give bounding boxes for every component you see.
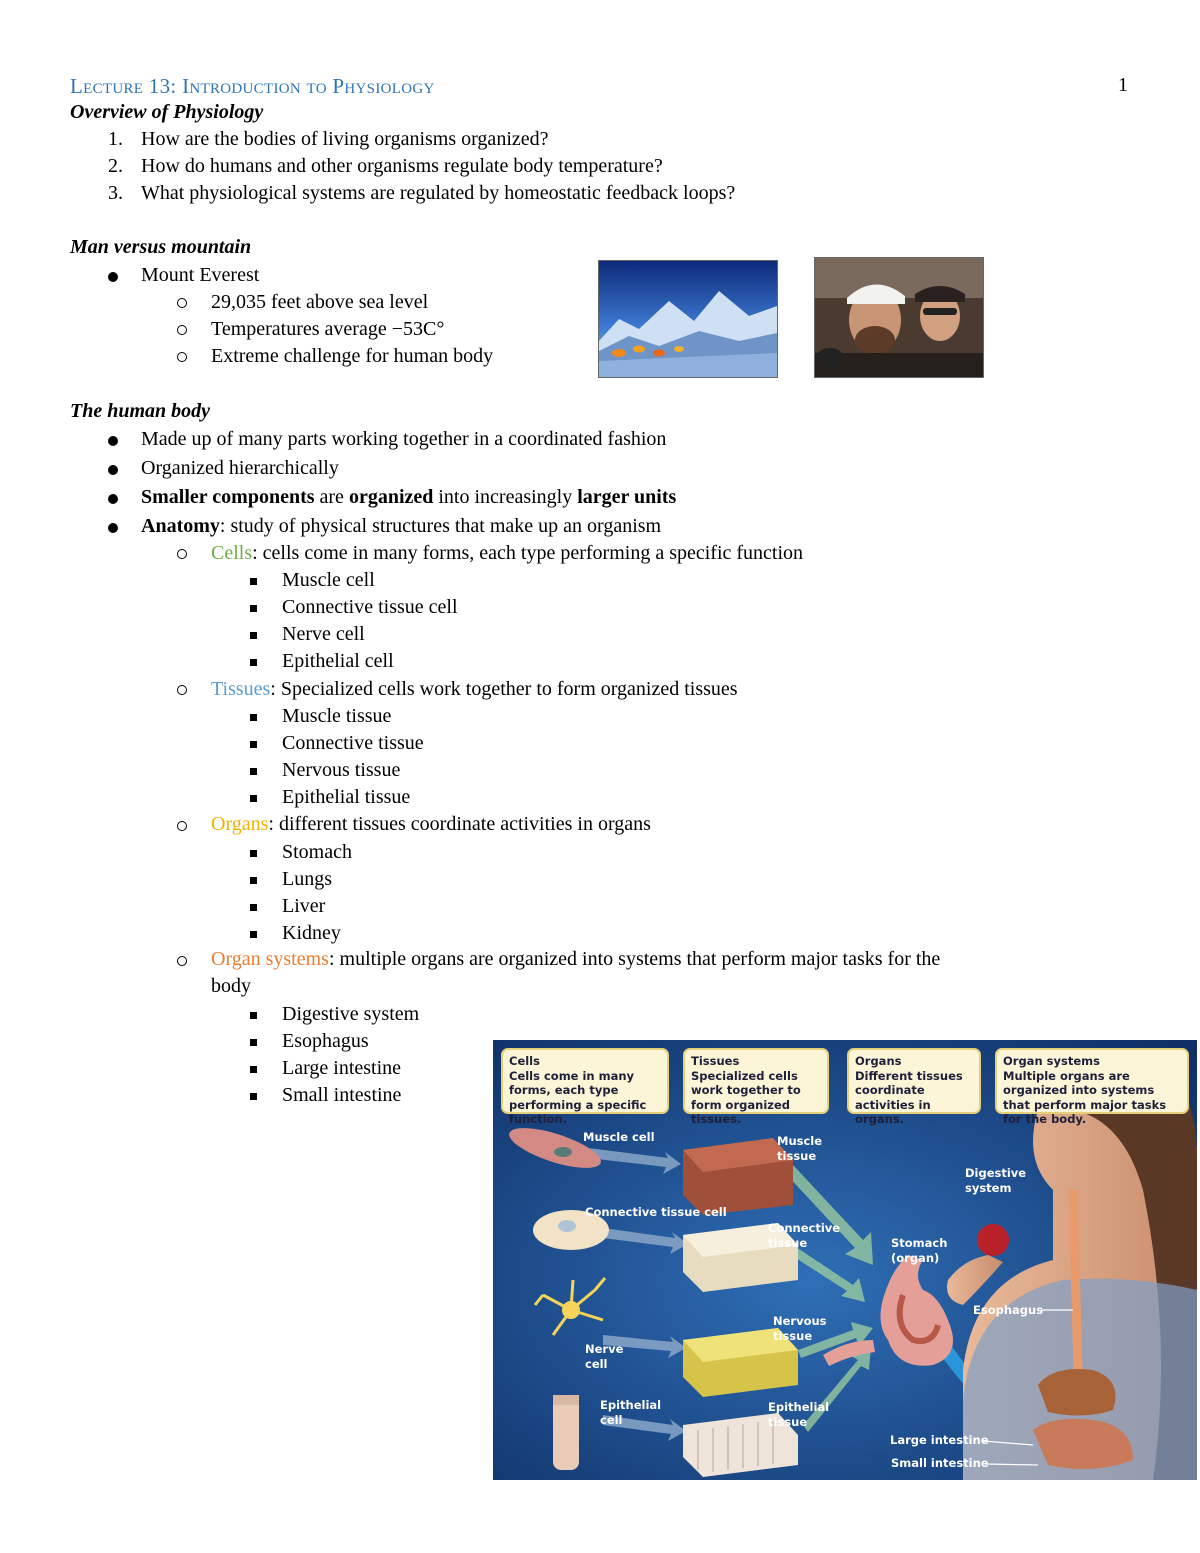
tissue-type: Muscle tissue xyxy=(282,705,392,727)
label-stomach: Stomach (organ) xyxy=(891,1236,948,1265)
figure-card-organs xyxy=(847,1048,981,1126)
label-small-intestine: Small intestine xyxy=(891,1456,989,1470)
system-example: Large intestine xyxy=(282,1057,402,1079)
bullet xyxy=(108,272,118,282)
label-connective-tissue: Connective tissue xyxy=(768,1221,841,1250)
label-muscle-tissue: Muscle tissue xyxy=(777,1134,823,1163)
label-connective-cell: Connective tissue cell xyxy=(585,1205,727,1219)
card-text: Specialized cells work together to form organized tissues. xyxy=(691,1068,801,1126)
card-title: Organs xyxy=(855,1054,902,1068)
system-example: Small intestine xyxy=(282,1084,402,1106)
cells-item xyxy=(211,540,803,567)
everest-height: 29,035 feet above sea level xyxy=(211,291,429,313)
square-bullet xyxy=(250,714,257,721)
label-epithelial-cell: Epithelial cell xyxy=(600,1398,662,1427)
sub-bullet xyxy=(177,685,187,695)
page-number: 1 xyxy=(1118,74,1128,96)
cell-type: Epithelial cell xyxy=(282,650,394,672)
question-3-number: 3. xyxy=(108,182,123,204)
overview-heading: Overview of Physiology xyxy=(70,101,264,123)
square-bullet xyxy=(250,877,257,884)
everest-camp-photo xyxy=(598,260,778,378)
cells-term: Cells xyxy=(211,542,253,564)
label-muscle-cell: Muscle cell xyxy=(583,1130,655,1144)
bullet xyxy=(108,494,118,504)
organ-example: Liver xyxy=(282,895,326,917)
card-title: Organ systems xyxy=(1003,1054,1100,1068)
label-epithelial-tissue: Epithelial tissue xyxy=(768,1400,830,1429)
organs-term: Organs xyxy=(211,813,269,835)
body-point-anatomy xyxy=(141,513,661,540)
square-bullet xyxy=(250,1012,257,1019)
question-2: How do humans and other organisms regulate body temperature? xyxy=(141,155,663,177)
anatomy-definition: : study of physical structures that make up an organism xyxy=(219,515,662,537)
cell-type: Nerve cell xyxy=(282,623,365,645)
text-fragment: are xyxy=(314,486,349,508)
body-point-coordinated: Made up of many parts working together in a coordinated fashion xyxy=(141,428,667,450)
square-bullet xyxy=(250,795,257,802)
body-point-hierarchical: Organized hierarchically xyxy=(141,457,339,479)
body-point-components xyxy=(141,484,676,511)
label-digestive-system: Digestive system xyxy=(965,1166,1027,1195)
question-1-number: 1. xyxy=(108,128,123,150)
organization-figure xyxy=(493,1040,1197,1480)
anatomy-term: Anatomy xyxy=(141,515,220,537)
tissues-term: Tissues xyxy=(211,678,271,700)
question-3: What physiological systems are regulated by homeostatic feedback loops? xyxy=(141,182,736,204)
bold-smaller-components: Smaller components xyxy=(141,486,315,508)
mount-everest-item: Mount Everest xyxy=(141,264,260,286)
sub-bullet xyxy=(177,325,187,335)
figure-card-organ-systems xyxy=(995,1048,1189,1126)
sub-bullet xyxy=(177,549,187,559)
square-bullet xyxy=(250,1039,257,1046)
card-text: Different tissues coordinate activities in organs. xyxy=(855,1068,963,1126)
label-esophagus: Esophagus xyxy=(973,1303,1044,1317)
square-bullet xyxy=(250,632,257,639)
system-example: Digestive system xyxy=(282,1003,420,1025)
climbers-photo xyxy=(814,257,984,378)
everest-temperature: Temperatures average −53C° xyxy=(211,318,445,340)
organ-systems-term: Organ systems xyxy=(211,948,329,970)
bold-organized: organized xyxy=(348,486,434,508)
bullet xyxy=(108,523,118,533)
mountain-heading: Man versus mountain xyxy=(70,236,252,258)
label-large-intestine: Large intestine xyxy=(890,1433,989,1447)
square-bullet xyxy=(250,741,257,748)
label-nerve-cell: Nerve cell xyxy=(585,1342,624,1371)
bold-larger-units: larger units xyxy=(577,486,677,508)
square-bullet xyxy=(250,578,257,585)
tissues-item xyxy=(211,676,738,703)
organ-example: Lungs xyxy=(282,868,332,890)
sub-bullet xyxy=(177,956,187,966)
bullet xyxy=(108,465,118,475)
square-bullet xyxy=(250,659,257,666)
card-text: Multiple organs are organized into systems that perform major tasks for the body. xyxy=(1003,1068,1167,1126)
square-bullet xyxy=(250,768,257,775)
label-nervous-tissue: Nervous tissue xyxy=(773,1314,827,1343)
square-bullet xyxy=(250,850,257,857)
card-text: Cells come in many forms, each type performing a specific function. xyxy=(509,1068,647,1126)
system-example: Esophagus xyxy=(282,1030,369,1052)
organs-definition: : different tissues coordinate activities in organs xyxy=(268,813,651,835)
organ-systems-item xyxy=(211,946,940,973)
sub-bullet xyxy=(177,821,187,831)
lecture-title: Lecture 13: Introduction to Physiology xyxy=(70,74,435,98)
organ-example: Stomach xyxy=(282,841,352,863)
card-title: Cells xyxy=(509,1054,540,1068)
human-body-heading: The human body xyxy=(70,400,211,422)
square-bullet xyxy=(250,904,257,911)
sub-bullet xyxy=(177,352,187,362)
organ-example: Kidney xyxy=(282,922,341,944)
question-2-number: 2. xyxy=(108,155,123,177)
square-bullet xyxy=(250,1066,257,1073)
tissues-definition: : Specialized cells work together to form organized tissues xyxy=(270,678,738,700)
tissue-type: Epithelial tissue xyxy=(282,786,411,808)
sub-bullet xyxy=(177,298,187,308)
organ-systems-continuation: body xyxy=(211,975,251,997)
tissue-type: Nervous tissue xyxy=(282,759,401,781)
organ-systems-definition: : multiple organs are organized into systems that perform major tasks for the xyxy=(328,948,941,970)
cells-definition: : cells come in many forms, each type performing a specific function xyxy=(252,542,804,564)
tissue-type: Connective tissue xyxy=(282,732,424,754)
cell-type: Connective tissue cell xyxy=(282,596,458,618)
square-bullet xyxy=(250,1093,257,1100)
card-title: Tissues xyxy=(691,1054,740,1068)
bullet xyxy=(108,436,118,446)
everest-challenge: Extreme challenge for human body xyxy=(211,345,494,367)
text-fragment: into increasingly xyxy=(433,486,578,508)
figure-card-cells xyxy=(501,1048,669,1126)
square-bullet xyxy=(250,931,257,938)
figure-card-tissues xyxy=(683,1048,829,1126)
cell-type: Muscle cell xyxy=(282,569,375,591)
square-bullet xyxy=(250,605,257,612)
question-1: How are the bodies of living organisms organized? xyxy=(141,128,549,150)
organs-item xyxy=(211,811,651,838)
